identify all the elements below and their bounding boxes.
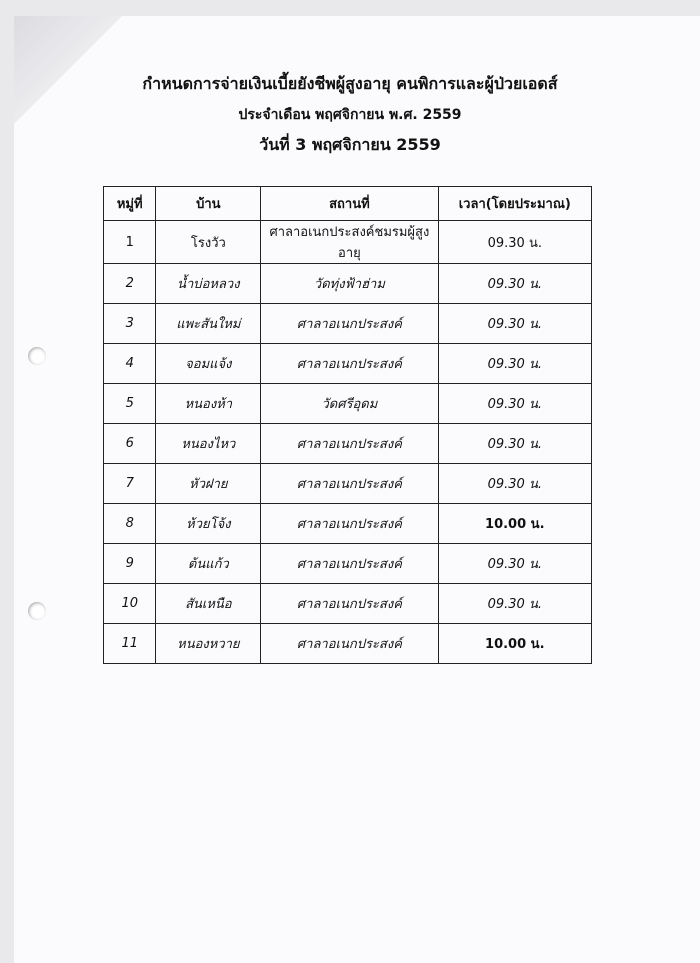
- table-row: [104, 424, 592, 464]
- cell-village: น้ำบ่อหลวง: [156, 264, 261, 304]
- table-row: [104, 304, 592, 344]
- cell-time: 10.00 น.: [438, 504, 591, 544]
- cell-place: ศาลาอเนกประสงค์: [261, 464, 438, 504]
- header-village: บ้าน: [156, 187, 261, 221]
- cell-moo: 11: [104, 624, 156, 664]
- cell-time: 09.30 น.: [438, 221, 591, 264]
- cell-time: 09.30 น.: [438, 544, 591, 584]
- cell-time: 09.30 น.: [438, 584, 591, 624]
- cell-time: 09.30 น.: [438, 384, 591, 424]
- header-moo: หมู่ที่: [104, 187, 156, 221]
- cell-moo: 8: [104, 504, 156, 544]
- cell-village: จอมแจ้ง: [156, 344, 261, 384]
- table-row: [104, 384, 592, 424]
- cell-village: สันเหนือ: [156, 584, 261, 624]
- cell-place: ศาลาอเนกประสงค์: [261, 624, 438, 664]
- cell-moo: 7: [104, 464, 156, 504]
- cell-village: หนองห้า: [156, 384, 261, 424]
- table-row: [104, 264, 592, 304]
- payment-schedule-table: [103, 186, 592, 664]
- punch-hole: [28, 602, 46, 620]
- cell-place: ศาลาอเนกประสงค์: [261, 504, 438, 544]
- cell-time: 09.30 น.: [438, 464, 591, 504]
- table-header-row: [104, 187, 592, 221]
- cell-moo: 1: [104, 221, 156, 264]
- table-row: [104, 624, 592, 664]
- cell-village: ห้วยโจ้ง: [156, 504, 261, 544]
- cell-moo: 2: [104, 264, 156, 304]
- cell-time: 09.30 น.: [438, 304, 591, 344]
- table-row: [104, 344, 592, 384]
- cell-village: หนองไหว: [156, 424, 261, 464]
- cell-place: ศาลาอเนกประสงค์: [261, 544, 438, 584]
- cell-moo: 3: [104, 304, 156, 344]
- cell-place: ศาลาอเนกประสงค์: [261, 344, 438, 384]
- cell-place: วัดทุ่งฟ้าฮ่าม: [261, 264, 438, 304]
- cell-moo: 5: [104, 384, 156, 424]
- table-row: [104, 504, 592, 544]
- cell-place: ศาลาอเนกประสงค์ชมรมผู้สูงอายุ: [261, 221, 438, 264]
- cell-village: โรงวัว: [156, 221, 261, 264]
- cell-time: 09.30 น.: [438, 264, 591, 304]
- header-time: เวลา(โดยประมาณ): [438, 187, 591, 221]
- cell-village: ต้นแก้ว: [156, 544, 261, 584]
- header-place: สถานที่: [261, 187, 438, 221]
- table-row: [104, 584, 592, 624]
- punch-hole: [28, 347, 46, 365]
- document-date: วันที่ 3 พฤศจิกายน 2559: [259, 135, 441, 154]
- cell-moo: 6: [104, 424, 156, 464]
- cell-place: ศาลาอเนกประสงค์: [261, 424, 438, 464]
- table-row: [104, 464, 592, 504]
- cell-village: แพะสันใหม่: [156, 304, 261, 344]
- table-row: [104, 221, 592, 264]
- cell-moo: 9: [104, 544, 156, 584]
- document-subtitle: ประจำเดือน พฤศจิกายน พ.ศ. 2559: [238, 107, 462, 123]
- cell-time: 09.30 น.: [438, 344, 591, 384]
- table-row: [104, 544, 592, 584]
- cell-place: ศาลาอเนกประสงค์: [261, 304, 438, 344]
- cell-village: หัวฝาย: [156, 464, 261, 504]
- cell-moo: 10: [104, 584, 156, 624]
- cell-time: 10.00 น.: [438, 624, 591, 664]
- cell-moo: 4: [104, 344, 156, 384]
- cell-village: หนองหวาย: [156, 624, 261, 664]
- cell-place: ศาลาอเนกประสงค์: [261, 584, 438, 624]
- cell-time: 09.30 น.: [438, 424, 591, 464]
- document-title: กำหนดการจ่ายเงินเบี้ยยังชีพผู้สูงอายุ คนพิการและผู้ป่วยเอดส์: [142, 74, 558, 93]
- cell-place: วัดศรีอุดม: [261, 384, 438, 424]
